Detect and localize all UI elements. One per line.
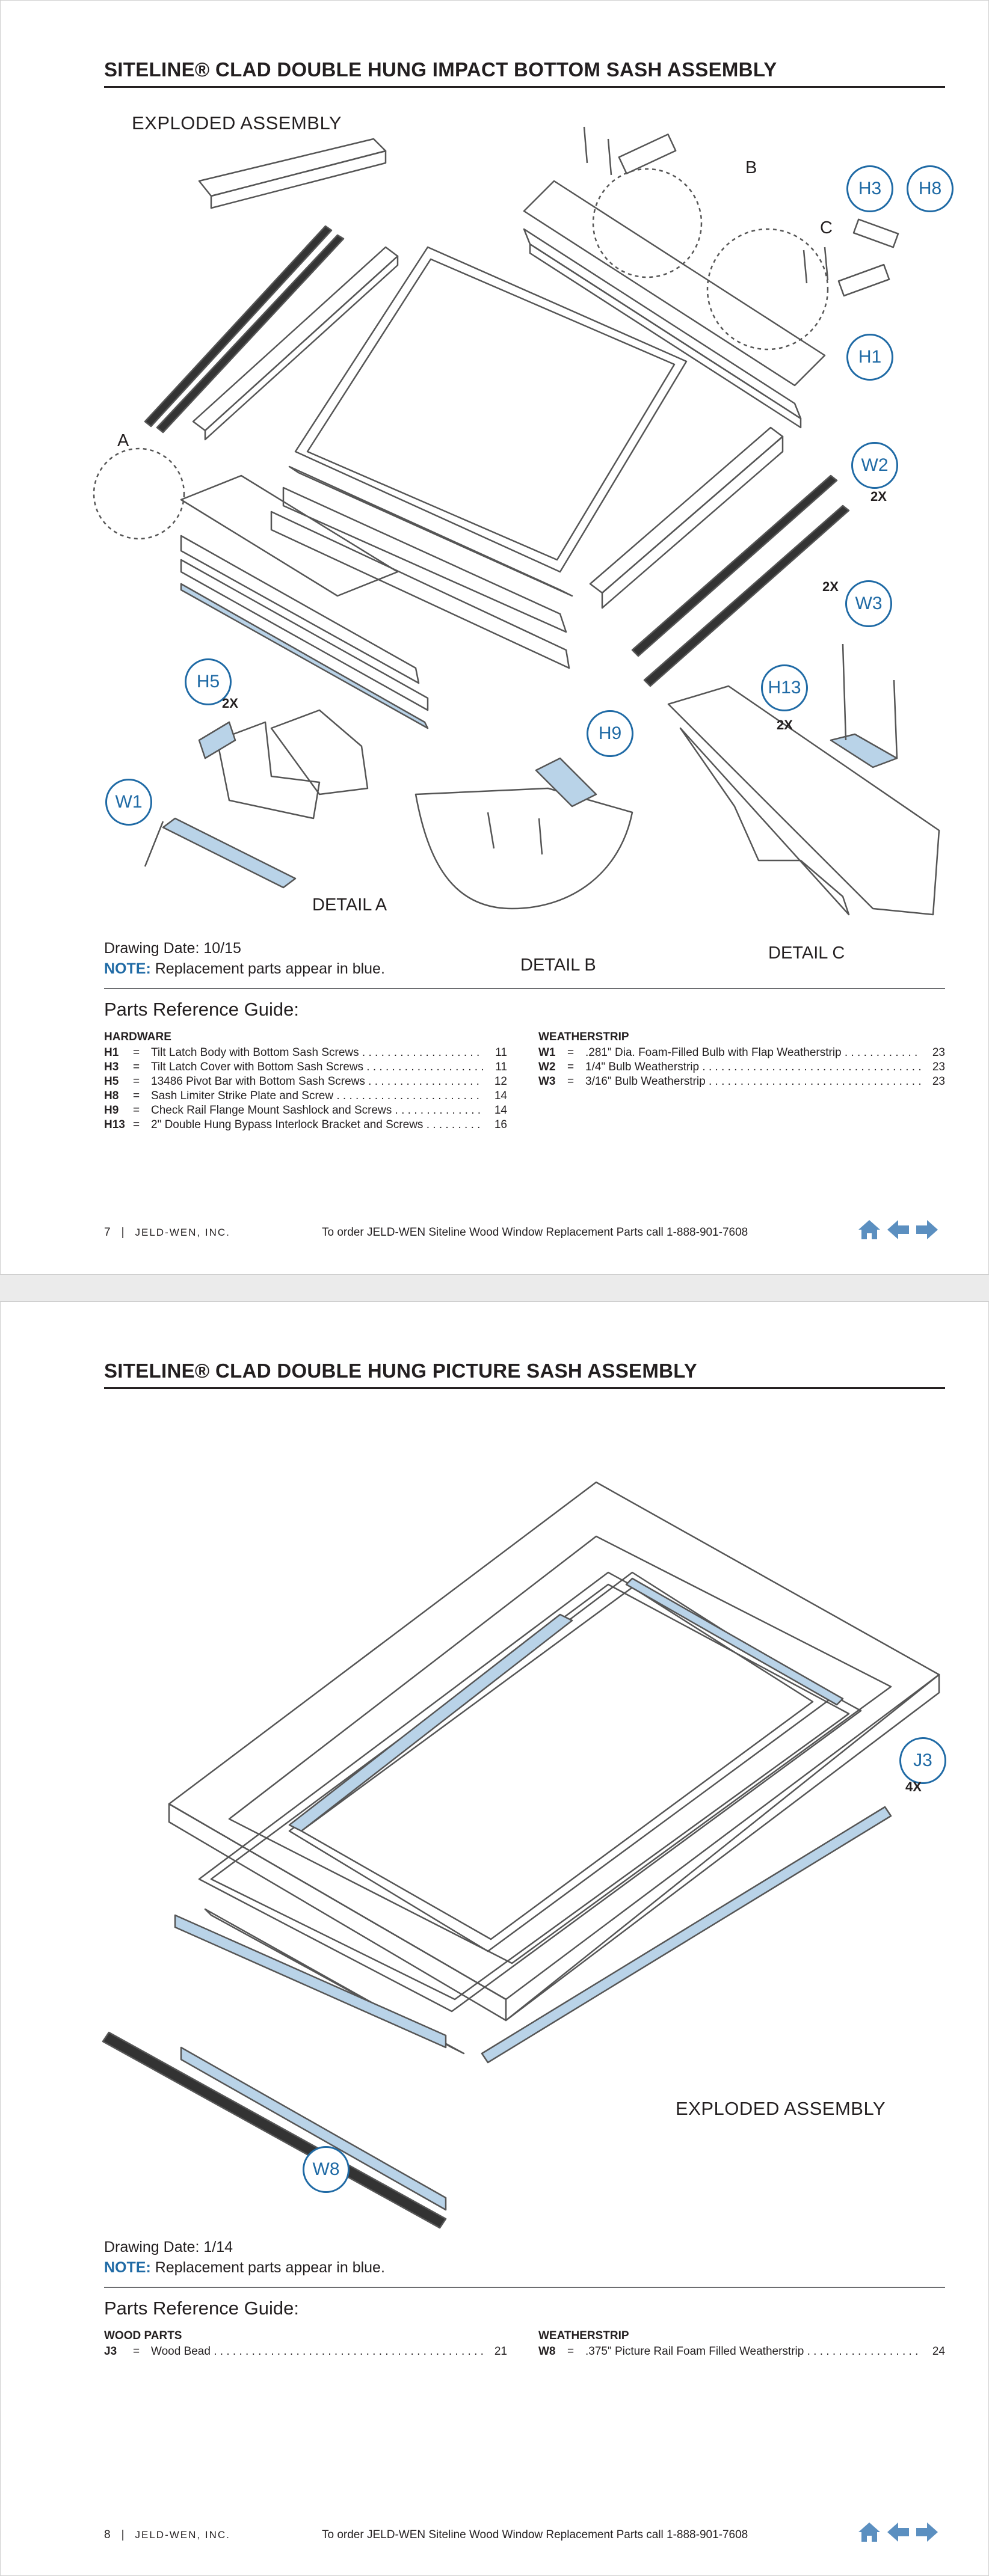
note-text: Replacement parts appear in blue. [150, 960, 385, 977]
hardware-plate [619, 134, 676, 173]
part-code: H13 [104, 1118, 125, 1131]
part-desc: Tilt Latch Cover with Bottom Sash Screws . . . [151, 1060, 483, 1075]
part-desc: .281" Dia. Foam-Filled Bulb with Flap Weatherstrip . . . [585, 1046, 921, 1060]
note-label: NOTE: [104, 2259, 151, 2276]
part-eq: = [567, 1046, 575, 1059]
section-divider [104, 988, 945, 989]
top-rail [524, 181, 825, 385]
weatherstrip-heading: WEATHERSTRIP [538, 2329, 629, 2342]
part-page[interactable]: 23 [932, 1075, 945, 1088]
callout-j3: J3 [899, 1737, 946, 1784]
sash-frame [169, 1482, 939, 1999]
part-page[interactable]: 21 [494, 2345, 507, 2358]
part-page[interactable]: 11 [495, 1046, 507, 1059]
screw [145, 821, 163, 866]
part-page[interactable]: 14 [494, 1104, 507, 1117]
company-name: JELD-WEN, INC. [135, 1227, 230, 1238]
callout-h1: H1 [846, 334, 893, 381]
section-divider [104, 2287, 945, 2288]
part-desc: 3/16" Bulb Weatherstrip . . . [585, 1075, 921, 1089]
qty-h13: 2X [777, 717, 793, 732]
glazing-strip [211, 151, 386, 208]
arrow-right-icon[interactable] [915, 2521, 939, 2543]
part-code: W3 [538, 1075, 556, 1088]
page-number: 7 [104, 1226, 111, 1239]
part-code: H3 [104, 1061, 119, 1073]
sash-stile [590, 428, 783, 593]
part-row [538, 1075, 945, 1089]
note [104, 2259, 385, 2277]
part-desc: Sash Limiter Strike Plate and Screw . . . [151, 1089, 483, 1103]
callout-h8: H8 [907, 165, 954, 212]
home-icon[interactable] [857, 2521, 881, 2543]
part-desc: .375" Picture Rail Foam Filled Weatherstrip . . . [585, 2344, 921, 2359]
weatherstrip-dark [632, 476, 837, 656]
wood-bead-j3 [626, 1578, 843, 1705]
detail-b-label: DETAIL B [520, 955, 596, 975]
detail-b-circle [593, 169, 701, 277]
weatherstrip-w8 [103, 2032, 446, 2228]
page-title: SITELINE® CLAD DOUBLE HUNG PICTURE SASH ASSEMBLY [104, 1360, 698, 1382]
part-row [104, 1060, 507, 1075]
wood-bead-j3 [289, 1615, 572, 1831]
title-divider [104, 1387, 945, 1389]
part-page[interactable]: 23 [932, 1061, 945, 1073]
weatherstrip-dark [157, 235, 344, 432]
company-name: JELD-WEN, INC. [135, 2529, 230, 2541]
part-page[interactable]: 23 [932, 1046, 945, 1059]
wood-parts-list [104, 2329, 507, 2359]
part-eq: = [133, 1061, 140, 1073]
part-page[interactable]: 24 [932, 2345, 945, 2358]
top-rail [530, 244, 801, 428]
part-row [538, 1060, 945, 1075]
exploded-assembly-label: EXPLODED ASSEMBLY [132, 112, 342, 133]
screw [608, 139, 611, 175]
part-desc: Tilt Latch Body with Bottom Sash Screws . . . [151, 1046, 483, 1060]
part-code: W8 [538, 2345, 556, 2358]
callout-h13: H13 [761, 664, 808, 711]
part-code: H5 [104, 1075, 119, 1088]
detail-c-block [668, 686, 939, 915]
note-label: NOTE: [104, 960, 151, 977]
screw [843, 644, 846, 740]
part-page[interactable]: 12 [494, 1075, 507, 1088]
part-desc: Check Rail Flange Mount Sashlock and Screws . . . [151, 1103, 483, 1118]
callout-h9: H9 [587, 710, 633, 757]
callout-h3: H3 [846, 165, 893, 212]
weatherstrip-dark [145, 226, 331, 426]
screw [894, 680, 897, 758]
exploded-assembly-diagram [91, 1458, 945, 2324]
qty-w2: 2X [870, 489, 887, 504]
part-eq: = [567, 1061, 575, 1073]
page-footer [104, 1226, 230, 1239]
page-nav [857, 2521, 939, 2543]
part-row [104, 1089, 507, 1103]
part-row [104, 1118, 507, 1132]
screw [584, 127, 587, 163]
glass-unit [307, 259, 674, 560]
weatherstrip-list [538, 2329, 945, 2359]
exploded-assembly-diagram [91, 91, 945, 981]
part-eq: = [133, 1046, 140, 1059]
screw [804, 250, 807, 283]
drawing-date: Drawing Date: 10/15 [104, 940, 241, 957]
part-code: W2 [538, 1061, 556, 1073]
screw [539, 818, 542, 854]
sash-frame [506, 1675, 939, 2020]
weatherstrip-heading: WEATHERSTRIP [538, 1031, 629, 1043]
part-eq: = [567, 1075, 575, 1088]
part-row [104, 1046, 507, 1060]
part-page[interactable]: 14 [494, 1090, 507, 1102]
part-page[interactable]: 16 [494, 1118, 507, 1131]
page-number: 8 [104, 2528, 111, 2541]
part-code: J3 [104, 2345, 117, 2358]
footer-separator: | [121, 1226, 125, 1239]
sashlock [536, 758, 596, 806]
order-info: To order JELD-WEN Siteline Wood Window Replacement Parts call 1-888-901-7608 [322, 2528, 748, 2541]
part-eq: = [133, 1090, 140, 1102]
part-desc: 1/4" Bulb Weatherstrip . . . [585, 1060, 921, 1075]
pivot-bar [199, 722, 235, 758]
hardware-plate [854, 219, 898, 247]
detail-a-label: DETAIL A [312, 895, 387, 915]
part-row [538, 1046, 945, 1060]
callout-w8: W8 [303, 2146, 350, 2193]
weatherstrip-dark [644, 506, 849, 686]
part-eq: = [133, 1118, 140, 1131]
part-page[interactable]: 11 [495, 1061, 507, 1073]
callout-h5: H5 [185, 658, 232, 705]
qty-h5: 2X [222, 696, 238, 711]
detail-a-circle [94, 449, 184, 539]
glass-unit [271, 512, 569, 668]
note [104, 960, 385, 978]
weatherstrip-list [538, 1030, 945, 1089]
drawing-date: Drawing Date: 1/14 [104, 2239, 233, 2256]
wood-bead-j3 [175, 1915, 446, 2047]
glass-unit [283, 488, 566, 632]
detail-c-block [680, 728, 849, 915]
part-code: H8 [104, 1090, 119, 1102]
page-title: SITELINE® CLAD DOUBLE HUNG IMPACT BOTTOM SASH ASSEMBLY [104, 58, 777, 81]
part-code: H1 [104, 1046, 119, 1059]
part-eq: = [133, 2345, 140, 2358]
part-eq: = [133, 1075, 140, 1088]
sash-frame [229, 1536, 891, 1963]
part-desc: Wood Bead . . . [151, 2344, 483, 2359]
screw [488, 812, 494, 848]
part-row [104, 2344, 507, 2359]
part-desc: 2" Double Hung Bypass Interlock Bracket and Screws . . . [151, 1118, 483, 1132]
part-eq: = [567, 2345, 575, 2358]
hardware-heading: HARDWARE [104, 1031, 171, 1043]
detail-c-circle [707, 229, 828, 349]
parts-reference-title: Parts Reference Guide: [104, 999, 299, 1020]
part-code: W1 [538, 1046, 556, 1059]
order-info: To order JELD-WEN Siteline Wood Window Replacement Parts call 1-888-901-7608 [322, 1226, 748, 1239]
part-eq: = [133, 1104, 140, 1117]
weatherstrip-w1 [163, 818, 295, 888]
qty-j3: 4X [905, 1779, 922, 1794]
home-icon[interactable] [857, 1219, 881, 1240]
callout-w2: W2 [851, 442, 898, 489]
detail-c-letter: C [820, 218, 833, 238]
callout-w1: W1 [105, 779, 152, 826]
hardware-plate [839, 265, 889, 296]
part-row [104, 1103, 507, 1118]
detail-b-block [416, 788, 632, 909]
page-8 [0, 1301, 989, 2576]
page-nav [857, 1219, 939, 1240]
qty-w3: 2X [822, 579, 839, 594]
part-code: H9 [104, 1104, 119, 1117]
hardware-list [104, 1030, 507, 1132]
arrow-right-icon[interactable] [915, 1219, 939, 1240]
detail-c-label: DETAIL C [768, 943, 845, 963]
top-rail [524, 229, 801, 419]
part-row [538, 2344, 945, 2359]
parts-reference-title: Parts Reference Guide: [104, 2298, 299, 2319]
note-text: Replacement parts appear in blue. [150, 2259, 385, 2276]
title-divider [104, 86, 945, 88]
detail-b-letter: B [745, 158, 757, 177]
page-footer [104, 2528, 230, 2542]
part-row [104, 1075, 507, 1089]
wood-parts-heading: WOOD PARTS [104, 2329, 182, 2342]
page-7 [0, 0, 989, 1275]
detail-a-letter: A [117, 431, 129, 450]
part-desc: 13486 Pivot Bar with Bottom Sash Screws . . . [151, 1075, 483, 1089]
footer-separator: | [121, 2528, 125, 2541]
arrow-left-icon[interactable] [886, 1219, 910, 1240]
arrow-left-icon[interactable] [886, 2521, 910, 2543]
exploded-assembly-label: EXPLODED ASSEMBLY [676, 2098, 886, 2119]
callout-w3: W3 [845, 580, 892, 627]
